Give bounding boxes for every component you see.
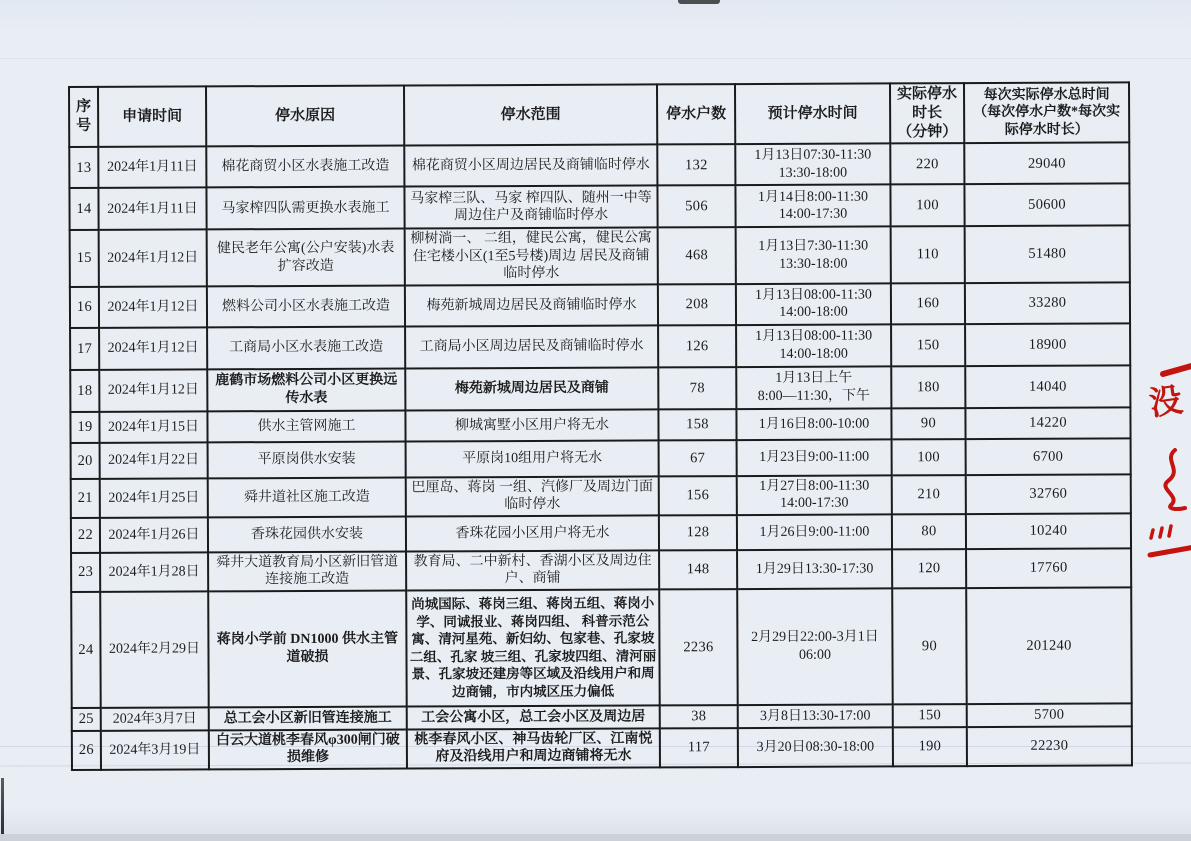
scan-bottom-edge	[0, 834, 1191, 841]
header-total-time: 每次实际停水总时间 （每次停水户数*每次实 际停水时长）	[964, 82, 1129, 143]
cell-actual-duration: 160	[891, 283, 965, 324]
scan-streak	[0, 58, 1191, 59]
table-row	[70, 365, 1130, 412]
cell-expected-time: 1月13日7:30-11:30 13:30-18:00	[736, 227, 891, 284]
cell-seq: 20	[71, 443, 100, 479]
cell-outage-reason: 舜井道社区施工改造	[208, 477, 406, 517]
cell-actual-duration: 180	[891, 366, 965, 408]
cell-apply-date: 2024年1月12日	[99, 286, 207, 327]
cell-outage-range: 马家榨三队、马家 榨四队、随州一中等周边住户及商铺临时停水	[404, 186, 657, 229]
cell-actual-duration: 150	[893, 704, 967, 727]
cell-seq: 15	[70, 230, 99, 287]
cell-seq: 25	[72, 708, 101, 731]
water-outage-table	[68, 81, 1133, 770]
cell-outage-reason: 香珠花园供水安装	[208, 516, 406, 552]
cell-outage-range: 桃李春风小区、神马齿轮厂区、江南悦府及沿线用户和周边商铺将无水	[407, 728, 660, 768]
cell-seq: 14	[69, 188, 98, 230]
table-row	[69, 143, 1129, 189]
cell-apply-date: 2024年1月15日	[99, 411, 207, 442]
cell-households: 78	[658, 367, 736, 409]
scan-edge-line	[1, 778, 4, 834]
cell-expected-time: 2月29日22:00-3月1日 06:00	[737, 588, 893, 705]
cell-total-time: 201240	[966, 587, 1132, 704]
table-row	[70, 226, 1130, 287]
cell-outage-reason: 马家榨四队需更换水表施工	[206, 187, 404, 230]
cell-expected-time: 3月8日13:30-17:00	[738, 704, 893, 728]
cell-total-time: 17760	[966, 548, 1131, 588]
cell-seq: 24	[71, 592, 101, 708]
cell-outage-range: 尚城国际、蒋岗三组、蒋岗五组、蒋岗小学、同诚报业、蒋岗四组、 科普示范公寓、清河星苑、新妇幼、包家巷、孔家坡二组、孔家 坡三组、孔家坡四组、清河丽景、孔家坡还建房等区域及沿线用户和周边商铺，市内城区压力偏低	[406, 589, 660, 706]
cell-actual-duration: 90	[892, 588, 967, 704]
cell-expected-time: 1月16日8:00-10:00	[736, 408, 891, 440]
cell-outage-range: 梅苑新城周边居民及商铺	[405, 367, 658, 410]
cell-apply-date: 2024年1月12日	[99, 369, 207, 411]
table-row	[70, 282, 1130, 328]
cell-actual-duration: 100	[892, 439, 966, 475]
cell-outage-reason: 棉花商贸小区水表施工改造	[206, 146, 404, 188]
cell-actual-duration: 150	[891, 324, 965, 366]
header-actual-duration: 实际停水 时长 （分钟）	[890, 83, 964, 144]
cell-total-time: 14220	[965, 407, 1130, 439]
cell-seq: 26	[72, 731, 101, 770]
cell-actual-duration: 110	[891, 226, 965, 283]
cell-outage-range: 柳树淌一、 二组，健民公寓，健民公寓住宅楼小区(1至5号楼)周边 居民及商铺临时停水	[405, 228, 658, 286]
header-households: 停水户数	[657, 84, 735, 145]
cell-actual-duration: 220	[890, 143, 964, 184]
cell-expected-time: 1月13日08:00-11:30 14:00-18:00	[736, 283, 891, 325]
cell-apply-date: 2024年1月22日	[100, 442, 208, 478]
table-row	[71, 438, 1131, 479]
cell-total-time: 51480	[965, 226, 1130, 283]
cell-outage-range: 平原岗10组用户将无水	[406, 440, 659, 477]
cell-total-time: 22230	[967, 726, 1132, 766]
cell-outage-range: 棉花商贸小区周边居民及商铺临时停水	[404, 145, 657, 187]
cell-outage-range: 工会公寓小区，总工会小区及周边居	[407, 705, 660, 729]
cell-households: 38	[660, 705, 738, 728]
cell-actual-duration: 210	[892, 475, 966, 514]
table-row	[70, 407, 1130, 443]
table-row	[71, 587, 1131, 708]
table-row	[72, 726, 1132, 770]
cell-outage-range: 香珠花园小区用户将无水	[406, 515, 659, 551]
cell-households: 128	[659, 515, 737, 550]
cell-expected-time: 1月13日07:30-11:30 13:30-18:00	[735, 144, 890, 186]
scan-edge-smudge	[678, 0, 720, 4]
header-outage-reason: 停水原因	[206, 86, 404, 147]
cell-expected-time: 1月29日13:30-17:30	[737, 549, 892, 589]
cell-apply-date: 2024年1月11日	[98, 188, 206, 230]
table-row	[71, 474, 1131, 518]
cell-seq: 22	[71, 518, 100, 553]
header-seq: 序号	[69, 87, 98, 147]
cell-actual-duration: 90	[891, 408, 965, 439]
cell-expected-time: 1月14日8:00-11:30 14:00-17:30	[735, 185, 890, 228]
cell-households: 208	[658, 284, 736, 325]
cell-expected-time: 1月27日8:00-11:30 14:00-17:30	[737, 475, 892, 515]
cell-households: 148	[659, 550, 737, 589]
cell-total-time: 29040	[964, 143, 1129, 185]
table-row	[71, 548, 1131, 592]
red-handwriting-annotations	[1141, 358, 1191, 570]
cell-seq: 17	[70, 328, 99, 370]
cell-households: 117	[660, 728, 738, 767]
cell-apply-date: 2024年1月12日	[99, 327, 207, 369]
cell-households: 156	[659, 476, 737, 515]
cell-total-time: 14040	[965, 365, 1130, 408]
cell-total-time: 32760	[966, 474, 1131, 514]
cell-expected-time: 1月13日08:00-11:30 14:00-18:00	[736, 324, 891, 367]
cell-households: 158	[658, 409, 736, 440]
cell-seq: 19	[70, 412, 99, 443]
cell-outage-reason: 工商局小区水表施工改造	[207, 326, 405, 369]
cell-actual-duration: 100	[890, 184, 964, 226]
table-row	[71, 513, 1131, 553]
cell-seq: 21	[71, 479, 100, 518]
cell-outage-reason: 舜井大道教育局小区新旧管道连接施工改造	[208, 551, 406, 591]
cell-outage-reason: 总工会小区新旧管连接施工	[209, 706, 407, 730]
cell-outage-reason: 蒋岗小学前 DN1000 供水主管道破损	[208, 590, 407, 707]
cell-apply-date: 2024年1月12日	[99, 230, 207, 287]
cell-total-time: 18900	[965, 323, 1130, 366]
header-apply-date: 申请时间	[98, 86, 206, 147]
header-expected-time: 预计停水时间	[735, 83, 890, 144]
cell-actual-duration: 120	[892, 549, 966, 588]
header-outage-range: 停水范围	[404, 84, 657, 145]
cell-actual-duration: 80	[892, 514, 966, 549]
cell-outage-reason: 供水主管网施工	[207, 410, 405, 442]
table-header-row	[69, 82, 1129, 147]
cell-expected-time: 3月20日08:30-18:00	[738, 727, 893, 767]
cell-apply-date: 2024年2月29日	[100, 591, 209, 707]
cell-outage-reason: 平原岗供水安装	[208, 441, 406, 478]
cell-seq: 23	[71, 553, 100, 592]
cell-seq: 13	[69, 147, 98, 188]
cell-households: 2236	[659, 589, 738, 705]
cell-apply-date: 2024年1月25日	[100, 478, 208, 517]
cell-total-time: 6700	[966, 438, 1131, 475]
cell-apply-date: 2024年3月19日	[101, 730, 209, 769]
cell-households: 132	[657, 144, 735, 185]
cell-total-time: 33280	[965, 282, 1130, 324]
cell-actual-duration: 190	[893, 727, 967, 766]
cell-households: 468	[658, 227, 736, 284]
cell-outage-range: 教育局、二中新村、香湖小区及周边住户、商铺	[406, 550, 659, 590]
cell-households: 126	[658, 325, 736, 367]
cell-expected-time: 1月26日9:00-11:00	[737, 514, 892, 550]
cell-apply-date: 2024年1月26日	[100, 517, 208, 552]
cell-outage-range: 巴厘岛、蒋岗 一组、汽修厂及周边门面临时停水	[406, 476, 659, 516]
cell-households: 506	[657, 185, 735, 227]
cell-outage-reason: 燃料公司小区水表施工改造	[207, 285, 405, 327]
cell-outage-range: 工商局小区周边居民及商铺临时停水	[405, 325, 658, 368]
cell-seq: 18	[70, 370, 99, 412]
cell-outage-range: 柳城寓墅小区用户将无水	[405, 409, 658, 441]
cell-households: 67	[659, 440, 737, 476]
cell-total-time: 50600	[964, 184, 1129, 227]
cell-total-time: 10240	[966, 513, 1131, 549]
cell-total-time: 5700	[967, 703, 1132, 727]
cell-apply-date: 2024年3月7日	[101, 707, 209, 730]
table-row	[69, 184, 1129, 231]
cell-outage-reason: 健民老年公寓(公户安装)水表扩容改造	[207, 229, 405, 286]
cell-outage-reason: 鹿鹤市场燃料公司小区更换远传水表	[207, 368, 405, 411]
cell-expected-time: 1月13日上午 8:00—11:30，下午	[736, 366, 891, 409]
cell-outage-range: 梅苑新城周边居民及商铺临时停水	[405, 284, 658, 326]
cell-seq: 16	[70, 287, 99, 328]
cell-expected-time: 1月23日9:00-11:00	[737, 439, 892, 476]
cell-outage-reason: 白云大道桃李春风φ300闸门破损维修	[209, 729, 407, 769]
cell-apply-date: 2024年1月28日	[100, 552, 208, 591]
cell-apply-date: 2024年1月11日	[98, 147, 206, 188]
table-row	[70, 323, 1130, 370]
red-handwritten-char: 没	[1147, 382, 1185, 424]
